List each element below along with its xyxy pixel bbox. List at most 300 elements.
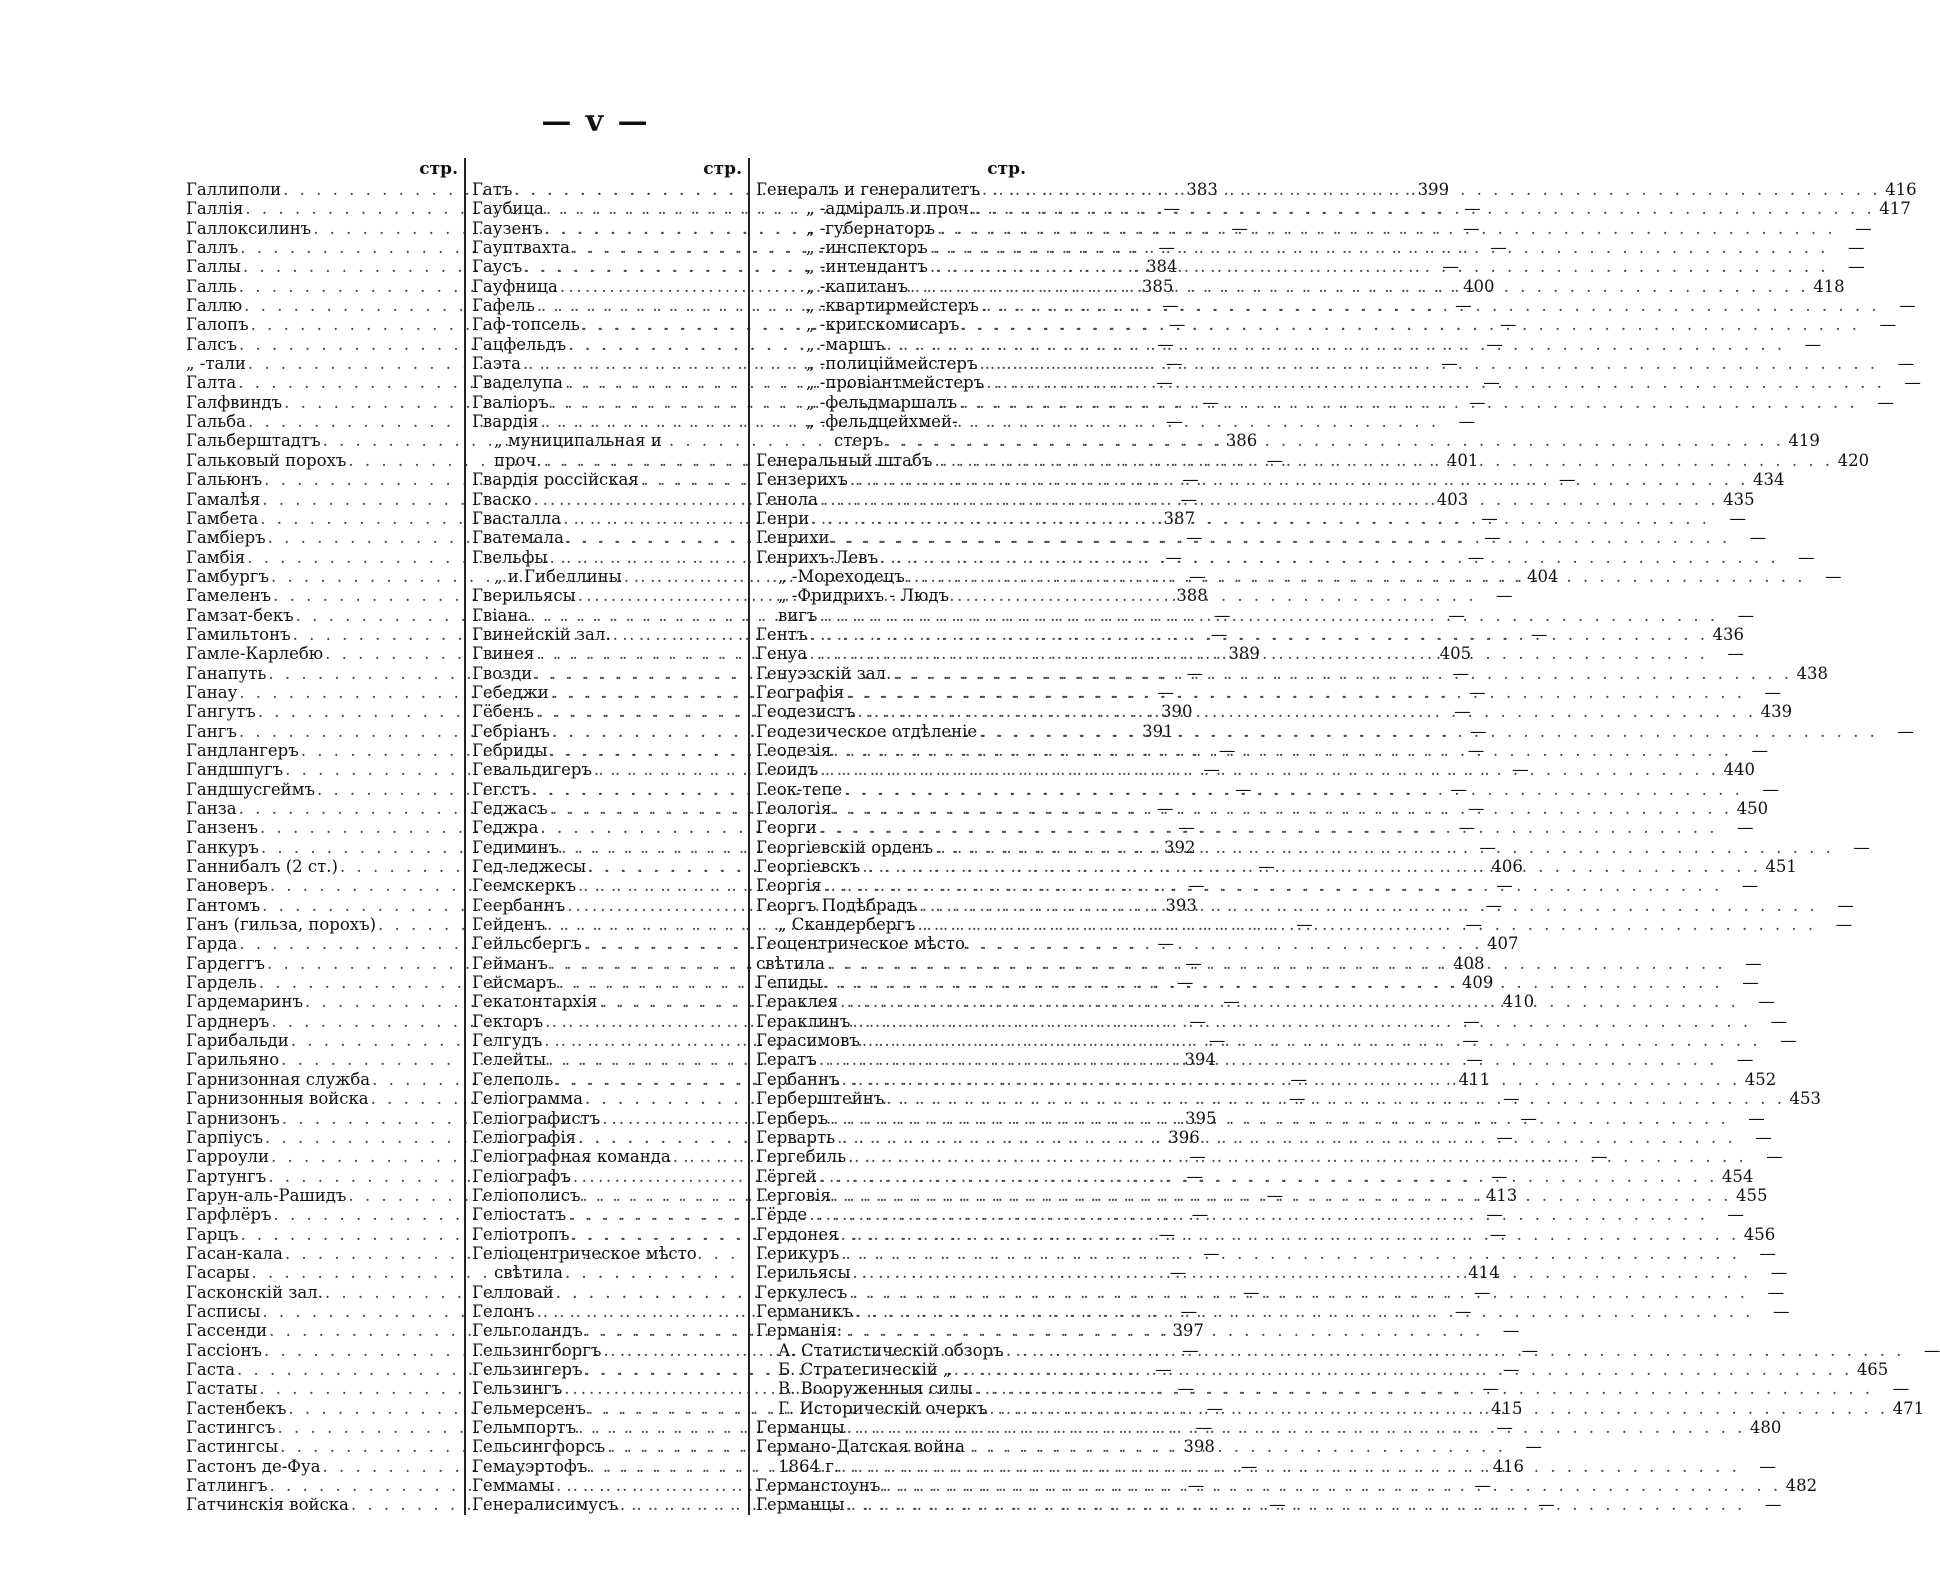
entry-term: Гейльсбергъ bbox=[472, 934, 582, 954]
entry-page: — bbox=[1202, 392, 1219, 412]
entry-term: „ -провіантмейстеръ bbox=[806, 373, 985, 393]
entry-term: Генералисимусъ bbox=[472, 1495, 618, 1515]
entry-term: Герварть bbox=[756, 1127, 836, 1147]
entry-page: — bbox=[1737, 818, 1754, 838]
entry-term: Гамильтонъ bbox=[186, 624, 291, 644]
entry-page: — bbox=[1266, 450, 1284, 470]
entry-term: Гассіонъ bbox=[186, 1340, 262, 1360]
index-entry bbox=[756, 799, 1769, 818]
entry-term: Гентъ bbox=[756, 624, 808, 644]
entry-page: 414 bbox=[1468, 1263, 1500, 1283]
entry-page: — bbox=[1897, 354, 1915, 374]
entry-term: Гастенбекъ bbox=[186, 1398, 287, 1418]
entry-page: 451 bbox=[1765, 857, 1797, 877]
entry-term: „ -тали bbox=[186, 354, 246, 374]
entry-term: Гальберштадтъ bbox=[186, 431, 321, 451]
entry-term: Гантомъ bbox=[186, 895, 261, 915]
entry-term: Гватемала bbox=[472, 528, 564, 548]
entry-term: Геологія bbox=[756, 799, 832, 818]
entry-term: „ -Мореходецъ bbox=[778, 566, 905, 586]
entry-page: — bbox=[1155, 1359, 1172, 1379]
entry-term: Герберштейнъ bbox=[756, 1089, 885, 1109]
entry-page: 454 bbox=[1721, 1166, 1754, 1186]
entry-page: 383 bbox=[1186, 180, 1218, 199]
entry-page: — bbox=[1180, 1301, 1198, 1321]
dot-leader bbox=[980, 180, 1883, 199]
entry-term: Гверильясы bbox=[472, 586, 576, 606]
entry-term: Германстоунъ bbox=[756, 1476, 881, 1496]
dot-leader bbox=[851, 1263, 1754, 1282]
entry-page: 450 bbox=[1736, 799, 1769, 818]
entry-term: Геммамы bbox=[472, 1476, 555, 1496]
entry-page: 394 bbox=[1184, 1050, 1216, 1070]
dot-leader bbox=[933, 838, 1836, 857]
entry-page: 456 bbox=[1743, 1224, 1776, 1244]
index-entry bbox=[756, 334, 1822, 354]
dot-leader bbox=[844, 683, 1747, 702]
dot-leader bbox=[838, 992, 1741, 1011]
entry-term: Гальба bbox=[186, 412, 246, 432]
entry-page: — bbox=[1762, 779, 1779, 799]
entry-term: Гасписы bbox=[186, 1301, 261, 1321]
entry-page: — bbox=[1502, 1321, 1520, 1341]
entry-page: — bbox=[1770, 1011, 1788, 1031]
entry-page: — bbox=[1195, 1418, 1213, 1437]
entry-page: — bbox=[1780, 1031, 1797, 1051]
entry-term: Г. Историческій очеркъ bbox=[778, 1398, 988, 1418]
entry-term: „ -капитанъ bbox=[806, 276, 908, 296]
index-entry bbox=[756, 1379, 1910, 1399]
entry-term: Германцы bbox=[756, 1418, 845, 1437]
entry-term: Гёбенъ bbox=[472, 702, 534, 722]
dot-leader bbox=[825, 954, 1728, 973]
entry-page: 471 bbox=[1892, 1398, 1925, 1418]
dot-leader bbox=[884, 335, 1787, 354]
entry-term: Гарнизонъ bbox=[186, 1108, 280, 1128]
entry-term: Гарпіусъ bbox=[186, 1127, 264, 1147]
entry-page: 418 bbox=[1813, 276, 1845, 296]
column-header: стр. bbox=[419, 159, 458, 179]
index-entry bbox=[756, 1031, 1797, 1051]
entry-page: — bbox=[1502, 1359, 1520, 1379]
entry-page: — bbox=[1479, 837, 1496, 857]
entry-term: Гензерихъ bbox=[756, 470, 848, 490]
entry-term: Геок-тепе bbox=[756, 779, 843, 799]
entry-page: — bbox=[1837, 895, 1854, 915]
index-columns bbox=[180, 158, 1940, 1515]
entry-term: Геркулесъ bbox=[756, 1282, 848, 1302]
entry-term: Гелейты bbox=[472, 1050, 547, 1070]
index-entry bbox=[756, 876, 1759, 896]
entry-term: „ -интендантъ bbox=[806, 257, 928, 277]
dot-leader bbox=[822, 876, 1725, 895]
dot-leader bbox=[884, 1089, 1787, 1108]
entry-page: — bbox=[1157, 934, 1175, 954]
entry-term: Германцы bbox=[756, 1495, 845, 1515]
entry-page: — bbox=[1442, 257, 1459, 277]
entry-page: — bbox=[1892, 1379, 1910, 1399]
index-entry bbox=[756, 218, 1872, 238]
entry-term: Гелловай bbox=[472, 1282, 554, 1302]
entry-term: Галлоксилинъ bbox=[186, 218, 312, 238]
entry-term: Гедиминъ bbox=[472, 837, 560, 857]
entry-page: — bbox=[1749, 528, 1767, 548]
entry-page: 406 bbox=[1491, 857, 1523, 877]
entry-term: Гассенди bbox=[186, 1321, 268, 1341]
entry-page: — bbox=[1737, 605, 1755, 625]
entry-page: — bbox=[1157, 682, 1175, 702]
entry-page: — bbox=[1745, 953, 1762, 973]
index-entry bbox=[756, 392, 1894, 412]
entry-term: Гатъ bbox=[472, 180, 513, 199]
index-entry bbox=[756, 1089, 1821, 1109]
entry-term: Гёрде bbox=[756, 1205, 808, 1225]
entry-page: — bbox=[1482, 1379, 1499, 1399]
entry-term: Гергебиль bbox=[756, 1147, 847, 1167]
entry-page: — bbox=[1463, 1011, 1480, 1031]
entry-page: — bbox=[1269, 1495, 1286, 1515]
entry-term: Гербаннъ bbox=[756, 1069, 840, 1089]
dot-leader bbox=[835, 1128, 1738, 1147]
entry-page: — bbox=[1290, 1069, 1307, 1089]
entry-page: — bbox=[1185, 528, 1203, 548]
entry-term: Гангутъ bbox=[186, 702, 256, 722]
entry-term: Гастингсъ bbox=[186, 1418, 276, 1437]
entry-page: — bbox=[1503, 1089, 1520, 1109]
entry-page: — bbox=[1191, 1205, 1209, 1225]
entry-page: — bbox=[1182, 470, 1199, 490]
entry-term: Галта bbox=[186, 373, 237, 393]
entry-term: Гарибальди bbox=[186, 1031, 289, 1051]
entry-term: В. Вооруженныя силы bbox=[778, 1379, 973, 1399]
entry-page: — bbox=[1772, 1301, 1790, 1321]
index-entry bbox=[756, 682, 1781, 702]
entry-term: Гельголандъ bbox=[472, 1321, 583, 1341]
index-entry bbox=[756, 1011, 1788, 1031]
entry-page: — bbox=[1484, 528, 1501, 548]
entry-term: Георгіевскій орденъ bbox=[756, 837, 934, 857]
entry-page: — bbox=[1157, 334, 1174, 354]
entry-term: Гельзингъ bbox=[472, 1379, 563, 1399]
entry-term: Гвинейскій зал. bbox=[472, 624, 611, 644]
entry-term: „ -фельдмаршалъ bbox=[806, 392, 958, 412]
entry-page: — bbox=[1169, 1263, 1187, 1283]
entry-page: — bbox=[1848, 257, 1865, 277]
entry-term: Гамбія bbox=[186, 547, 246, 567]
entry-page: 413 bbox=[1485, 1185, 1518, 1205]
entry-term: Генри bbox=[756, 508, 810, 528]
index-entry bbox=[756, 296, 1916, 316]
entry-term: Гандшпугъ bbox=[186, 760, 284, 780]
entry-page: 416 bbox=[1492, 1456, 1525, 1476]
entry-page: 390 bbox=[1160, 702, 1193, 722]
entry-term: Германикъ bbox=[756, 1301, 853, 1321]
entry-page: — bbox=[1853, 837, 1870, 857]
entry-term: Георгіевскъ bbox=[756, 857, 861, 877]
entry-page: — bbox=[1474, 1476, 1491, 1496]
dot-leader bbox=[583, 1321, 1486, 1340]
entry-term: Генрихъ-Левъ bbox=[756, 547, 878, 567]
dot-leader bbox=[846, 1147, 1749, 1166]
dot-leader bbox=[817, 1167, 1720, 1186]
entry-term: Герасимовъ bbox=[756, 1031, 860, 1051]
entry-page: — bbox=[1590, 1147, 1608, 1167]
entry-page: — bbox=[1231, 218, 1248, 238]
entry-page: — bbox=[1496, 1418, 1513, 1437]
entry-term: Геодезическое отдѣленіе bbox=[756, 721, 978, 741]
entry-term: Гелеполь bbox=[472, 1069, 554, 1089]
entry-page: — bbox=[1521, 1340, 1539, 1360]
dot-leader bbox=[905, 567, 1808, 586]
entry-term: Гальюнъ bbox=[186, 470, 263, 490]
entry-term: Георги bbox=[756, 818, 817, 838]
entry-term: Гарнизонныя войска bbox=[186, 1089, 369, 1109]
dot-leader bbox=[582, 934, 1485, 953]
entry-page: 395 bbox=[1184, 1108, 1217, 1128]
dot-leader bbox=[928, 257, 1831, 276]
entry-page: — bbox=[1158, 1224, 1176, 1244]
entry-page: — bbox=[1766, 1147, 1783, 1167]
entry-term: Гелонъ bbox=[472, 1301, 535, 1321]
entry-page: — bbox=[1512, 760, 1529, 780]
index-entry bbox=[756, 1321, 1026, 1340]
entry-term: Геджасъ bbox=[472, 799, 548, 818]
entry-term: Гатлингъ bbox=[186, 1476, 268, 1496]
entry-page: 398 bbox=[1183, 1437, 1215, 1457]
entry-term: Геемскеркъ bbox=[472, 876, 576, 896]
entry-term: Гауптвахта bbox=[472, 238, 570, 258]
dot-leader bbox=[974, 199, 1877, 218]
entry-page: 482 bbox=[1785, 1476, 1818, 1496]
entry-page: — bbox=[1835, 915, 1853, 935]
entry-term: „ -кригскомисаръ bbox=[806, 315, 960, 335]
entry-term: Ганкуръ bbox=[186, 837, 259, 857]
entry-term: свѣтила bbox=[494, 1263, 563, 1283]
index-entry bbox=[756, 373, 1921, 393]
entry-term: Гандлангеръ bbox=[186, 740, 299, 760]
entry-page: — bbox=[1218, 740, 1236, 760]
entry-term: „ -квартирмейстеръ bbox=[806, 296, 979, 316]
entry-page: 480 bbox=[1749, 1418, 1782, 1437]
dot-leader bbox=[880, 1476, 1783, 1495]
dot-leader bbox=[928, 238, 1831, 257]
index-entry bbox=[756, 1166, 1754, 1186]
entry-term: Гаубица bbox=[472, 199, 544, 219]
entry-term: Гатчинскія войска bbox=[186, 1495, 349, 1515]
entry-page: 405 bbox=[1439, 644, 1472, 664]
column-header: стр. bbox=[987, 159, 1026, 179]
index-entry bbox=[756, 1205, 1744, 1225]
entry-term: Георгія bbox=[756, 876, 822, 896]
dot-leader bbox=[935, 219, 1838, 238]
entry-page: — bbox=[1177, 1379, 1194, 1399]
dot-leader bbox=[860, 857, 1763, 876]
entry-term: Гвасталла bbox=[472, 508, 562, 528]
entry-page: — bbox=[1741, 876, 1759, 896]
entry-page: 455 bbox=[1736, 1185, 1768, 1205]
entry-page: — bbox=[1458, 818, 1476, 838]
dot-leader bbox=[972, 1379, 1875, 1398]
dot-leader bbox=[891, 664, 1794, 683]
entry-page: — bbox=[1213, 605, 1231, 625]
entry-term: проч. bbox=[494, 450, 542, 470]
entry-page: — bbox=[1877, 392, 1894, 412]
index-entry bbox=[756, 915, 1853, 935]
entry-term: Гарцъ bbox=[186, 1224, 239, 1244]
entry-page: — bbox=[1486, 1205, 1503, 1225]
entry-page: — bbox=[1203, 1243, 1220, 1263]
dot-leader bbox=[817, 606, 1720, 625]
entry-page: — bbox=[1187, 1476, 1205, 1496]
entry-term: Гвельфы bbox=[472, 547, 548, 567]
entry-page: — bbox=[1176, 973, 1194, 993]
entry-term: Герговія bbox=[756, 1185, 831, 1205]
entry-page: — bbox=[1166, 412, 1183, 432]
entry-term: Ганапуть bbox=[186, 663, 267, 683]
dot-leader bbox=[915, 915, 1818, 934]
entry-page: — bbox=[1162, 296, 1179, 316]
entry-page: 436 bbox=[1712, 624, 1745, 644]
entry-term: Герильясы bbox=[756, 1263, 851, 1283]
dot-leader bbox=[878, 548, 1781, 567]
entry-page: 392 bbox=[1164, 837, 1196, 857]
column-header: стр. bbox=[703, 159, 742, 179]
dot-leader bbox=[853, 1302, 1756, 1321]
index-entry bbox=[756, 1147, 1783, 1167]
index-entry bbox=[756, 1437, 1026, 1456]
entry-page: — bbox=[1727, 644, 1744, 664]
entry-term: Гауфница bbox=[472, 276, 558, 296]
entry-term: „ -фельдцейхмей- bbox=[806, 412, 958, 432]
entry-term: Генералъ и генералитетъ bbox=[756, 180, 980, 199]
index-entry bbox=[756, 663, 1828, 683]
entry-term: Гваско bbox=[472, 489, 532, 509]
entry-page: — bbox=[1759, 1243, 1777, 1263]
entry-page: — bbox=[1825, 566, 1842, 586]
entry-term: Германія: bbox=[756, 1321, 843, 1341]
dot-leader bbox=[830, 528, 1733, 547]
dot-leader bbox=[917, 896, 1820, 915]
entry-term: Гекатонтархія bbox=[472, 992, 598, 1012]
entry-page: — bbox=[1208, 1031, 1226, 1051]
entry-term: „ -адміралъ и проч. bbox=[806, 199, 974, 219]
dot-leader bbox=[850, 1012, 1753, 1031]
dot-leader bbox=[848, 470, 1751, 489]
dot-leader bbox=[817, 1050, 1720, 1069]
dot-leader bbox=[831, 1186, 1734, 1205]
index-entry bbox=[756, 412, 1026, 431]
entry-term: Гардель bbox=[186, 973, 257, 993]
entry-page: — bbox=[1483, 373, 1500, 393]
index-entry bbox=[756, 354, 1915, 374]
entry-page: — bbox=[1223, 992, 1240, 1012]
entry-page: — bbox=[1458, 412, 1476, 432]
entry-term: Гарнизонная служба bbox=[186, 1069, 371, 1089]
entry-term: Герикуръ bbox=[756, 1243, 840, 1263]
dot-leader bbox=[932, 451, 1835, 470]
entry-term: Гардеггъ bbox=[186, 953, 266, 973]
index-entry bbox=[472, 1244, 742, 1263]
dot-leader bbox=[605, 1437, 1508, 1456]
entry-page: 400 bbox=[1463, 276, 1495, 296]
entry-term: Гельсингфорсъ bbox=[472, 1437, 606, 1457]
entry-term: Гамзат-бекъ bbox=[186, 605, 294, 625]
entry-page: — bbox=[1452, 663, 1470, 683]
entry-term: Галлы bbox=[186, 257, 241, 277]
entry-term: Гаусъ bbox=[472, 257, 523, 277]
entry-term: Галлю bbox=[186, 296, 243, 316]
entry-page: — bbox=[1500, 315, 1517, 335]
entry-term: Гамбіеръ bbox=[186, 528, 266, 548]
entry-page: — bbox=[1848, 238, 1865, 258]
entry-page: 393 bbox=[1165, 895, 1197, 915]
entry-term: Гартунгъ bbox=[186, 1166, 267, 1186]
index-entry bbox=[756, 740, 1768, 760]
entry-term: Гарднеръ bbox=[186, 1011, 270, 1031]
dot-leader bbox=[818, 760, 1721, 779]
index-entry bbox=[756, 624, 1745, 644]
entry-term: Гамле-Карлебю bbox=[186, 644, 324, 664]
entry-term: Ганау bbox=[186, 682, 238, 702]
index-entry bbox=[756, 199, 1911, 219]
entry-page: — bbox=[1240, 1456, 1258, 1476]
entry-term: Галсъ bbox=[186, 334, 237, 354]
entry-term: Гамбургъ bbox=[186, 566, 269, 586]
entry-term: Генола bbox=[756, 489, 818, 509]
entry-page: — bbox=[1288, 1089, 1306, 1109]
entry-page: 452 bbox=[1744, 1069, 1777, 1089]
entry-page: — bbox=[1467, 799, 1485, 818]
entry-term: Гасары bbox=[186, 1263, 250, 1283]
dot-leader bbox=[977, 354, 1880, 373]
dot-leader bbox=[831, 799, 1734, 818]
entry-term: „ и Гибеллины bbox=[494, 566, 622, 586]
entry-page: — bbox=[1156, 373, 1173, 393]
entry-term: Генрихи bbox=[756, 528, 830, 548]
entry-term: Гейсмаръ bbox=[472, 973, 557, 993]
entry-page: 384 bbox=[1146, 257, 1178, 277]
entry-term: Гарфлёръ bbox=[186, 1205, 272, 1225]
dot-leader bbox=[839, 1244, 1742, 1263]
entry-page: 420 bbox=[1837, 450, 1870, 470]
entry-term: Гвозди bbox=[472, 663, 533, 683]
entry-page: 407 bbox=[1487, 934, 1519, 954]
entry-term: А. Статистическій обзоръ bbox=[778, 1340, 1004, 1360]
entry-term: Б. Стратегическій „ bbox=[778, 1359, 952, 1379]
entry-term: Ганзенъ bbox=[186, 818, 259, 838]
entry-term: „ -маршъ bbox=[806, 334, 885, 354]
entry-term: Гвардія россійская bbox=[472, 470, 639, 490]
dot-leader bbox=[807, 625, 1710, 644]
entry-page: — bbox=[1454, 702, 1471, 722]
dot-leader bbox=[1004, 1341, 1907, 1360]
entry-page: — bbox=[1899, 296, 1916, 316]
entry-term: Гейденъ bbox=[472, 915, 546, 935]
entry-page: 415 bbox=[1491, 1398, 1523, 1418]
entry-page: — bbox=[1736, 1050, 1754, 1070]
entry-page: — bbox=[1186, 1166, 1204, 1186]
entry-term: Гарда bbox=[186, 934, 238, 954]
entry-term: Геодезистъ bbox=[756, 702, 856, 722]
entry-page: 399 bbox=[1417, 180, 1450, 199]
dot-leader bbox=[807, 644, 1710, 663]
entry-page: — bbox=[1486, 334, 1503, 354]
entry-page: 410 bbox=[1502, 992, 1535, 1012]
entry-term: Гастонъ де-Фуа bbox=[186, 1456, 321, 1476]
index-entry bbox=[756, 1301, 1790, 1321]
entry-term: Гамбета bbox=[186, 508, 259, 528]
entry-term: Галопъ bbox=[186, 315, 249, 335]
